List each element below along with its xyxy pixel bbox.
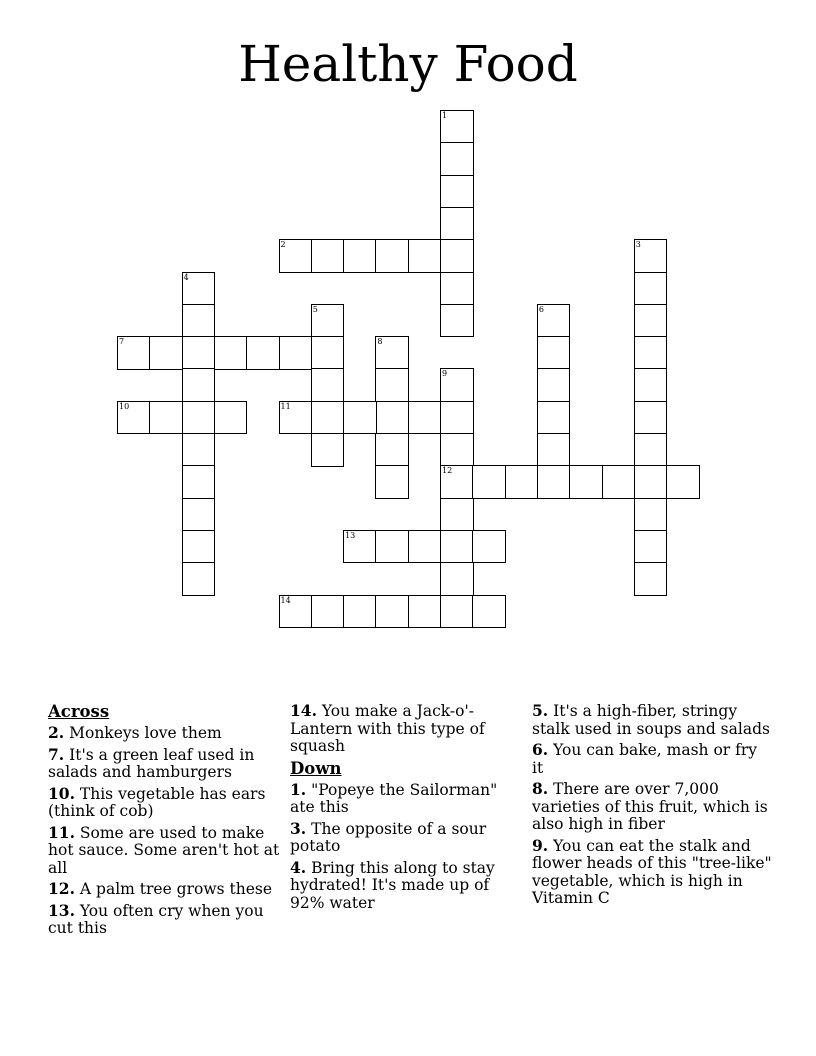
clue-across-11 [48, 824, 283, 878]
grid-cell[interactable] [666, 465, 700, 499]
grid-cell[interactable] [440, 498, 474, 532]
grid-cell[interactable] [634, 272, 668, 306]
clue-number: 11. [48, 822, 75, 842]
grid-cell[interactable] [375, 239, 409, 273]
grid-cell[interactable] [537, 465, 571, 499]
grid-cell[interactable] [472, 465, 506, 499]
clue-text: There are over 7,000 varieties of this fruit, which is also high in fiber [532, 780, 768, 833]
clues-column-1 [48, 702, 283, 941]
clue-across-2 [48, 724, 283, 743]
cell-number: 13 [345, 530, 356, 540]
grid-cell[interactable] [537, 304, 571, 338]
grid-cell[interactable] [634, 368, 668, 402]
grid-cell[interactable] [634, 239, 668, 273]
grid-cell[interactable] [634, 304, 668, 338]
grid-cell[interactable] [440, 175, 474, 209]
clue-number: 5. [532, 701, 549, 720]
grid-cell[interactable] [182, 530, 216, 564]
clue-number: 2. [48, 723, 65, 742]
cell-number: 2 [280, 240, 286, 250]
grid-cell[interactable] [343, 239, 377, 273]
grid-cell[interactable] [440, 304, 474, 338]
grid-cell[interactable] [279, 401, 313, 435]
clue-text: Bring this along to stay hydrated! It's made up of 92% water [290, 858, 495, 912]
cell-number: 3 [635, 240, 641, 250]
clue-text: "Popeye the Sailorman" ate this [290, 780, 498, 816]
cell-number: 6 [538, 304, 544, 314]
cell-number: 14 [280, 595, 291, 605]
clue-number: 6. [532, 740, 549, 759]
clue-text: You can bake, mash or fry it [532, 741, 758, 777]
grid-cell[interactable] [440, 562, 474, 596]
clue-across-12 [48, 880, 283, 899]
clue-down-8 [532, 780, 772, 834]
cell-number: 4 [183, 272, 189, 282]
grid-cell[interactable] [311, 433, 345, 467]
clue-number: 4. [290, 857, 307, 877]
clue-text: This vegetable has ears (think of cob) [48, 784, 266, 820]
grid-cell[interactable] [440, 272, 474, 306]
grid-cell[interactable] [408, 239, 442, 273]
grid-cell[interactable] [440, 207, 474, 241]
clue-number: 7. [48, 744, 65, 764]
grid-cell[interactable] [440, 239, 474, 273]
grid-cell[interactable] [408, 595, 442, 629]
grid-cell[interactable] [182, 336, 216, 370]
down-heading: Down [290, 758, 342, 778]
clue-down-1 [290, 781, 515, 817]
clue-across-14 [290, 702, 515, 756]
grid-cell[interactable] [375, 433, 409, 467]
grid-cell[interactable] [214, 401, 248, 435]
grid-cell[interactable] [634, 336, 668, 370]
cell-number: 11 [280, 401, 291, 411]
grid-cell[interactable] [440, 401, 474, 435]
grid-cell[interactable] [537, 433, 571, 467]
grid-cell[interactable] [182, 304, 216, 338]
clue-text: You often cry when you cut this [48, 901, 264, 937]
clue-text: It's a high-fiber, stringy stalk used in soups and salads [532, 702, 770, 738]
grid-cell[interactable] [440, 530, 474, 564]
grid-cell[interactable] [279, 239, 313, 273]
cell-number: 8 [377, 337, 383, 347]
grid-cell[interactable] [311, 239, 345, 273]
clue-down-5 [532, 702, 772, 738]
page-title: Healthy Food [238, 35, 578, 93]
clue-across-13 [48, 902, 283, 938]
clue-text: You can eat the stalk and flower heads of this "tree-like" vegetable, which is high in Vitamin C [532, 836, 772, 907]
grid-cell[interactable] [537, 336, 571, 370]
clues-column-3 [532, 702, 772, 911]
grid-cell[interactable] [602, 465, 636, 499]
clue-number: 12. [48, 879, 75, 898]
grid-cell[interactable] [375, 336, 409, 370]
cell-number: 9 [442, 369, 448, 379]
grid-cell[interactable] [149, 401, 183, 435]
grid-cell[interactable] [505, 465, 539, 499]
grid-cell[interactable] [182, 368, 216, 402]
grid-cell[interactable] [634, 562, 668, 596]
grid-cell[interactable] [343, 401, 377, 435]
grid-cell[interactable] [182, 562, 216, 596]
grid-cell[interactable] [440, 595, 474, 629]
clue-text: You make a Jack-o'-Lantern with this type of squash [290, 702, 485, 755]
clue-text: Some are used to make hot sauce. Some aren't hot at all [48, 823, 280, 877]
clue-text: Monkeys love them [69, 724, 222, 742]
clue-text: A palm tree grows these [79, 880, 273, 898]
clue-number: 9. [532, 835, 549, 855]
clue-down-4 [290, 859, 515, 913]
grid-cell[interactable] [311, 336, 345, 370]
grid-cell[interactable] [440, 433, 474, 467]
grid-cell[interactable] [634, 401, 668, 435]
clue-number: 13. [48, 900, 75, 920]
grid-cell[interactable] [246, 336, 280, 370]
grid-cell[interactable] [149, 336, 183, 370]
cell-number: 1 [442, 111, 448, 120]
grid-cell[interactable] [634, 433, 668, 467]
grid-cell[interactable] [343, 595, 377, 629]
grid-cell[interactable] [182, 433, 216, 467]
grid-cell[interactable] [311, 401, 345, 435]
clue-across-10 [48, 785, 283, 821]
grid-cell[interactable] [634, 498, 668, 532]
grid-cell[interactable] [311, 595, 345, 629]
grid-cell[interactable] [375, 368, 409, 402]
grid-cell[interactable] [279, 595, 313, 629]
clue-down-6 [532, 741, 772, 777]
grid-cell[interactable] [537, 368, 571, 402]
clue-text: It's a green leaf used in salads and hamburgers [48, 745, 255, 781]
grid-cell[interactable] [440, 142, 474, 176]
cell-number: 7 [119, 337, 125, 347]
grid-cell[interactable] [440, 110, 474, 144]
grid-cell[interactable] [182, 498, 216, 532]
grid-cell[interactable] [117, 336, 151, 370]
clue-number: 3. [290, 818, 307, 838]
grid-cell[interactable] [375, 530, 409, 564]
grid-cell[interactable] [311, 368, 345, 402]
grid-cell[interactable] [343, 530, 377, 564]
clue-number: 1. [290, 779, 307, 799]
grid-cell[interactable] [375, 465, 409, 499]
grid-cell[interactable] [537, 401, 571, 435]
clues-column-2 [290, 702, 515, 915]
clue-number: 14. [290, 701, 317, 720]
across-heading: Across [48, 702, 110, 721]
grid-cell[interactable] [311, 304, 345, 338]
cell-number: 12 [442, 466, 453, 476]
grid-cell[interactable] [472, 530, 506, 564]
clue-across-7 [48, 746, 283, 782]
grid-cell[interactable] [408, 530, 442, 564]
grid-cell[interactable] [569, 465, 603, 499]
grid-cell[interactable] [634, 465, 668, 499]
grid-cell[interactable] [634, 530, 668, 564]
clue-down-3 [290, 820, 515, 856]
grid-cell[interactable] [182, 401, 216, 435]
grid-cell[interactable] [182, 465, 216, 499]
grid-cell[interactable] [375, 595, 409, 629]
clue-text: The opposite of a sour potato [290, 819, 487, 855]
grid-cell[interactable] [472, 595, 506, 629]
grid-cell[interactable] [214, 336, 248, 370]
grid-cell[interactable] [279, 336, 313, 370]
cell-number: 5 [312, 304, 318, 314]
clue-number: 10. [48, 783, 75, 803]
grid-cell[interactable] [440, 465, 474, 499]
grid-cell[interactable] [117, 401, 151, 435]
grid-cell[interactable] [408, 401, 442, 435]
grid-cell[interactable] [375, 401, 409, 435]
clue-down-9 [532, 837, 772, 908]
clue-number: 8. [532, 779, 549, 798]
grid-cell[interactable] [182, 272, 216, 306]
grid-cell[interactable] [440, 368, 474, 402]
cell-number: 10 [119, 401, 130, 411]
